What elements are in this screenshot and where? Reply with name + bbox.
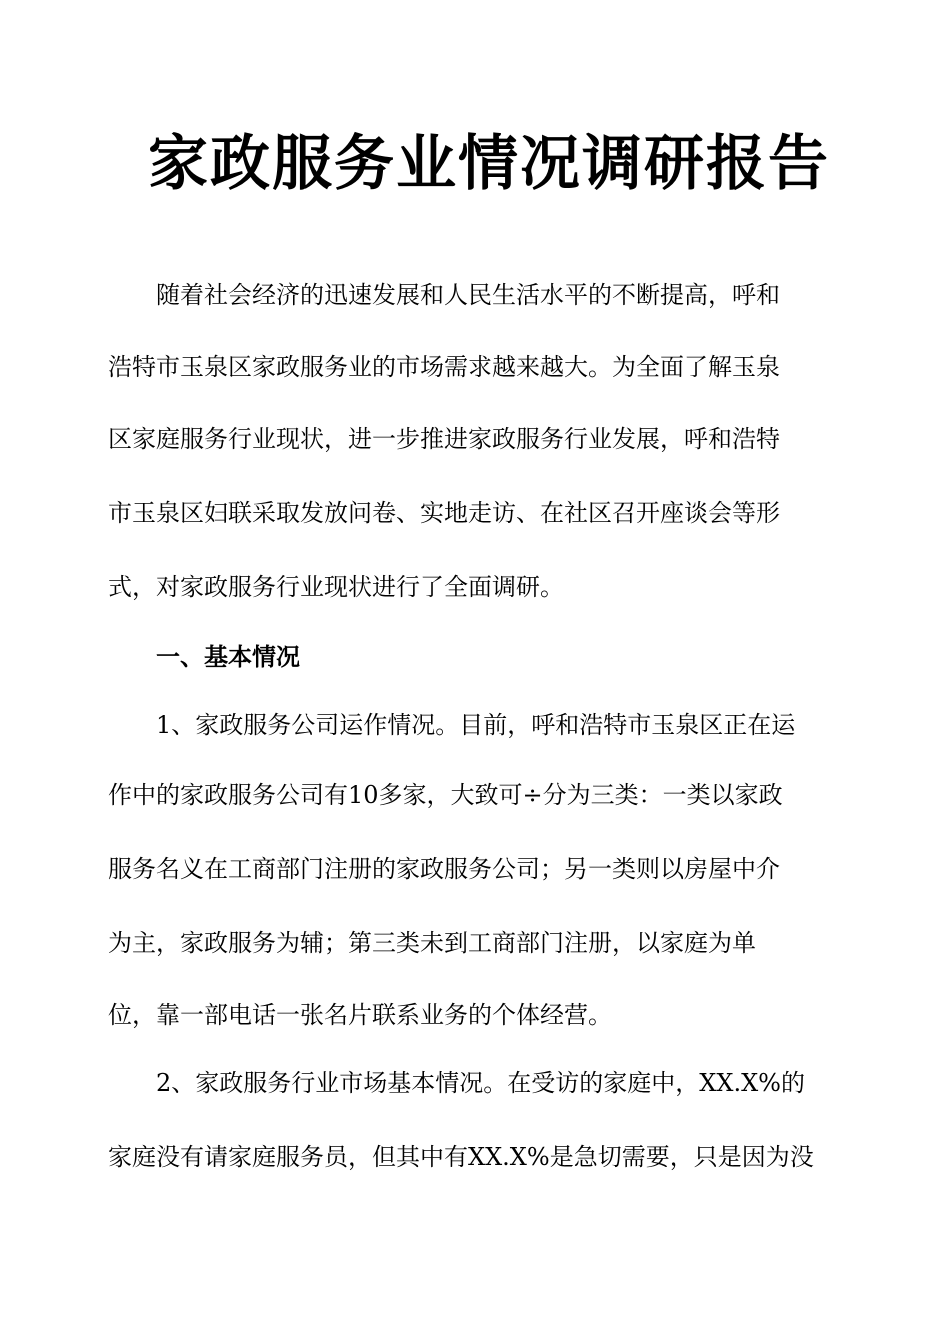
paragraph-line: 2、家政服务行业市场基本情况。在受访的家庭中，XX.X%的	[156, 1069, 805, 1097]
paragraph-line: 1、家政服务公司运作情况。目前，呼和浩特市玉泉区正在运	[156, 711, 796, 739]
paragraph-line: 随着社会经济的迅速发展和人民生活水平的不断提高，呼和	[156, 281, 780, 309]
paragraph-line: 式，对家政服务行业现状进行了全面调研。	[108, 573, 564, 601]
section-heading: 一、基本情况	[156, 643, 300, 671]
document-title: 家政服务业情况调研报告	[148, 129, 830, 199]
paragraph-line: 家庭没有请家庭服务员，但其中有XX.X%是急切需要，只是因为没	[108, 1143, 814, 1171]
paragraph-line: 位，靠一部电话一张名片联系业务的个体经营。	[108, 1001, 612, 1029]
paragraph-line: 浩特市玉泉区家政服务业的市场需求越来越大。为全面了解玉泉	[108, 353, 780, 381]
paragraph-line: 作中的家政服务公司有10多家，大致可÷分为三类：一类以家政	[108, 781, 783, 809]
paragraph-line: 市玉泉区妇联采取发放问卷、实地走访、在社区召开座谈会等形	[108, 499, 780, 527]
paragraph-line: 为主，家政服务为辅；第三类未到工商部门注册，以家庭为单	[108, 929, 756, 957]
paragraph-line: 服务名义在工商部门注册的家政服务公司；另一类则以房屋中介	[108, 855, 780, 883]
paragraph-line: 区家庭服务行业现状，进一步推进家政服务行业发展，呼和浩特	[108, 425, 780, 453]
